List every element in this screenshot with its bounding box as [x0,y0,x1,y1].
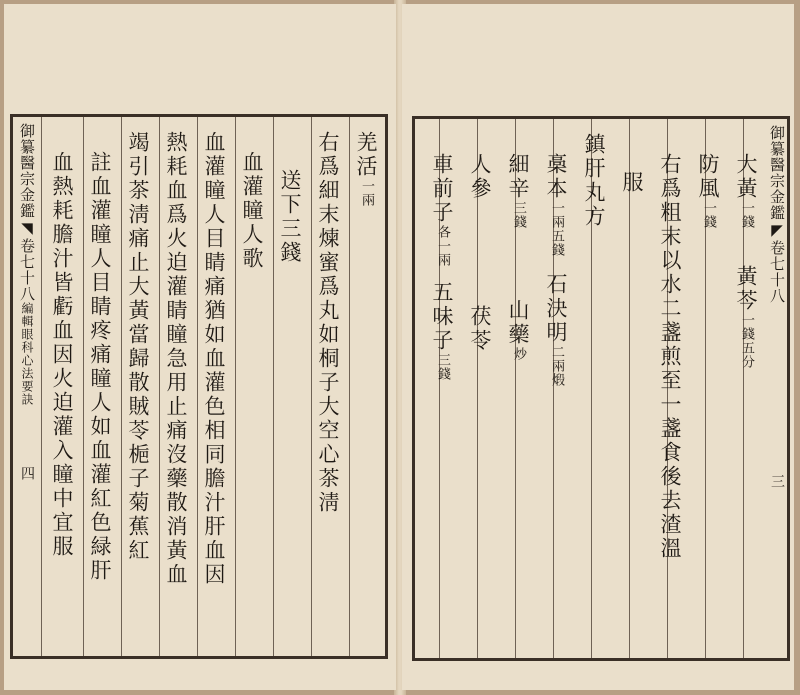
left-col-2: 右爲細末煉蜜爲丸如桐子大空心茶淸 [316,131,340,515]
right-col-2: 防風一錢 [696,153,720,229]
left-text-frame [10,114,388,659]
left-page [4,4,396,690]
volume-label: 卷七十八 [768,240,786,304]
book-title: 御纂醫宗金鑑 [768,125,786,221]
page-number: 三 [769,474,785,489]
commentary: 註血灌瞳人目睛疼痛瞳人如血灌紅色緑肝 [88,151,112,583]
chapter-subtitle: 編輯眼科心法要訣 [20,302,34,406]
section-heading: 血灌瞳人歌 [240,151,264,271]
right-text-frame [412,116,790,661]
right-col-6: 槀本一兩五錢石決明二兩煅 [544,153,568,387]
left-col-1 [347,117,385,656]
herb-name: 羌活 [354,131,378,179]
right-col-9: 車前子各一兩五味子三錢 [430,153,454,381]
left-col-4 [233,117,271,656]
left-col-3: 送下三錢 [278,169,302,265]
right-col-3: 右爲粗末以水二盞煎至一盞食後去渣溫 [658,153,682,561]
right-col-7: 細辛三錢山藥炒 [506,153,530,361]
dosage-note: 一兩 [359,179,374,207]
left-col-8 [81,117,119,656]
left-col-7: 竭引茶淸痛止大黃當歸散賊苓梔子菊蕉紅 [126,131,150,563]
right-col-4: 服 [620,171,644,195]
page-number: 四 [19,466,35,481]
right-margin-column: 御纂醫宗金鑑◤卷七十八三 [768,125,786,489]
right-col-8: 人參茯苓 [468,153,492,353]
right-page [402,4,794,690]
right-col-5 [575,119,613,658]
volume-label: 卷七十八 [18,238,36,302]
formula-title: 鎮肝丸方 [582,133,606,229]
left-col-5: 血灌瞳人目睛痛猶如血灌色相同膽汁肝血因 [202,131,226,587]
left-margin-column: 御纂醫宗金鑑◥卷七十八編輯眼科心法要訣四 [18,123,36,481]
right-col-1: 大黃一錢黃芩一錢五分 [734,153,758,369]
book-title: 御纂醫宗金鑑 [18,123,36,219]
left-col-6: 熱耗血爲火迫灌睛瞳急用止痛沒藥散消黃血 [164,131,188,587]
left-col-9: 血熱耗膽汁皆虧血因火迫灌入瞳中宜服 [50,151,74,559]
